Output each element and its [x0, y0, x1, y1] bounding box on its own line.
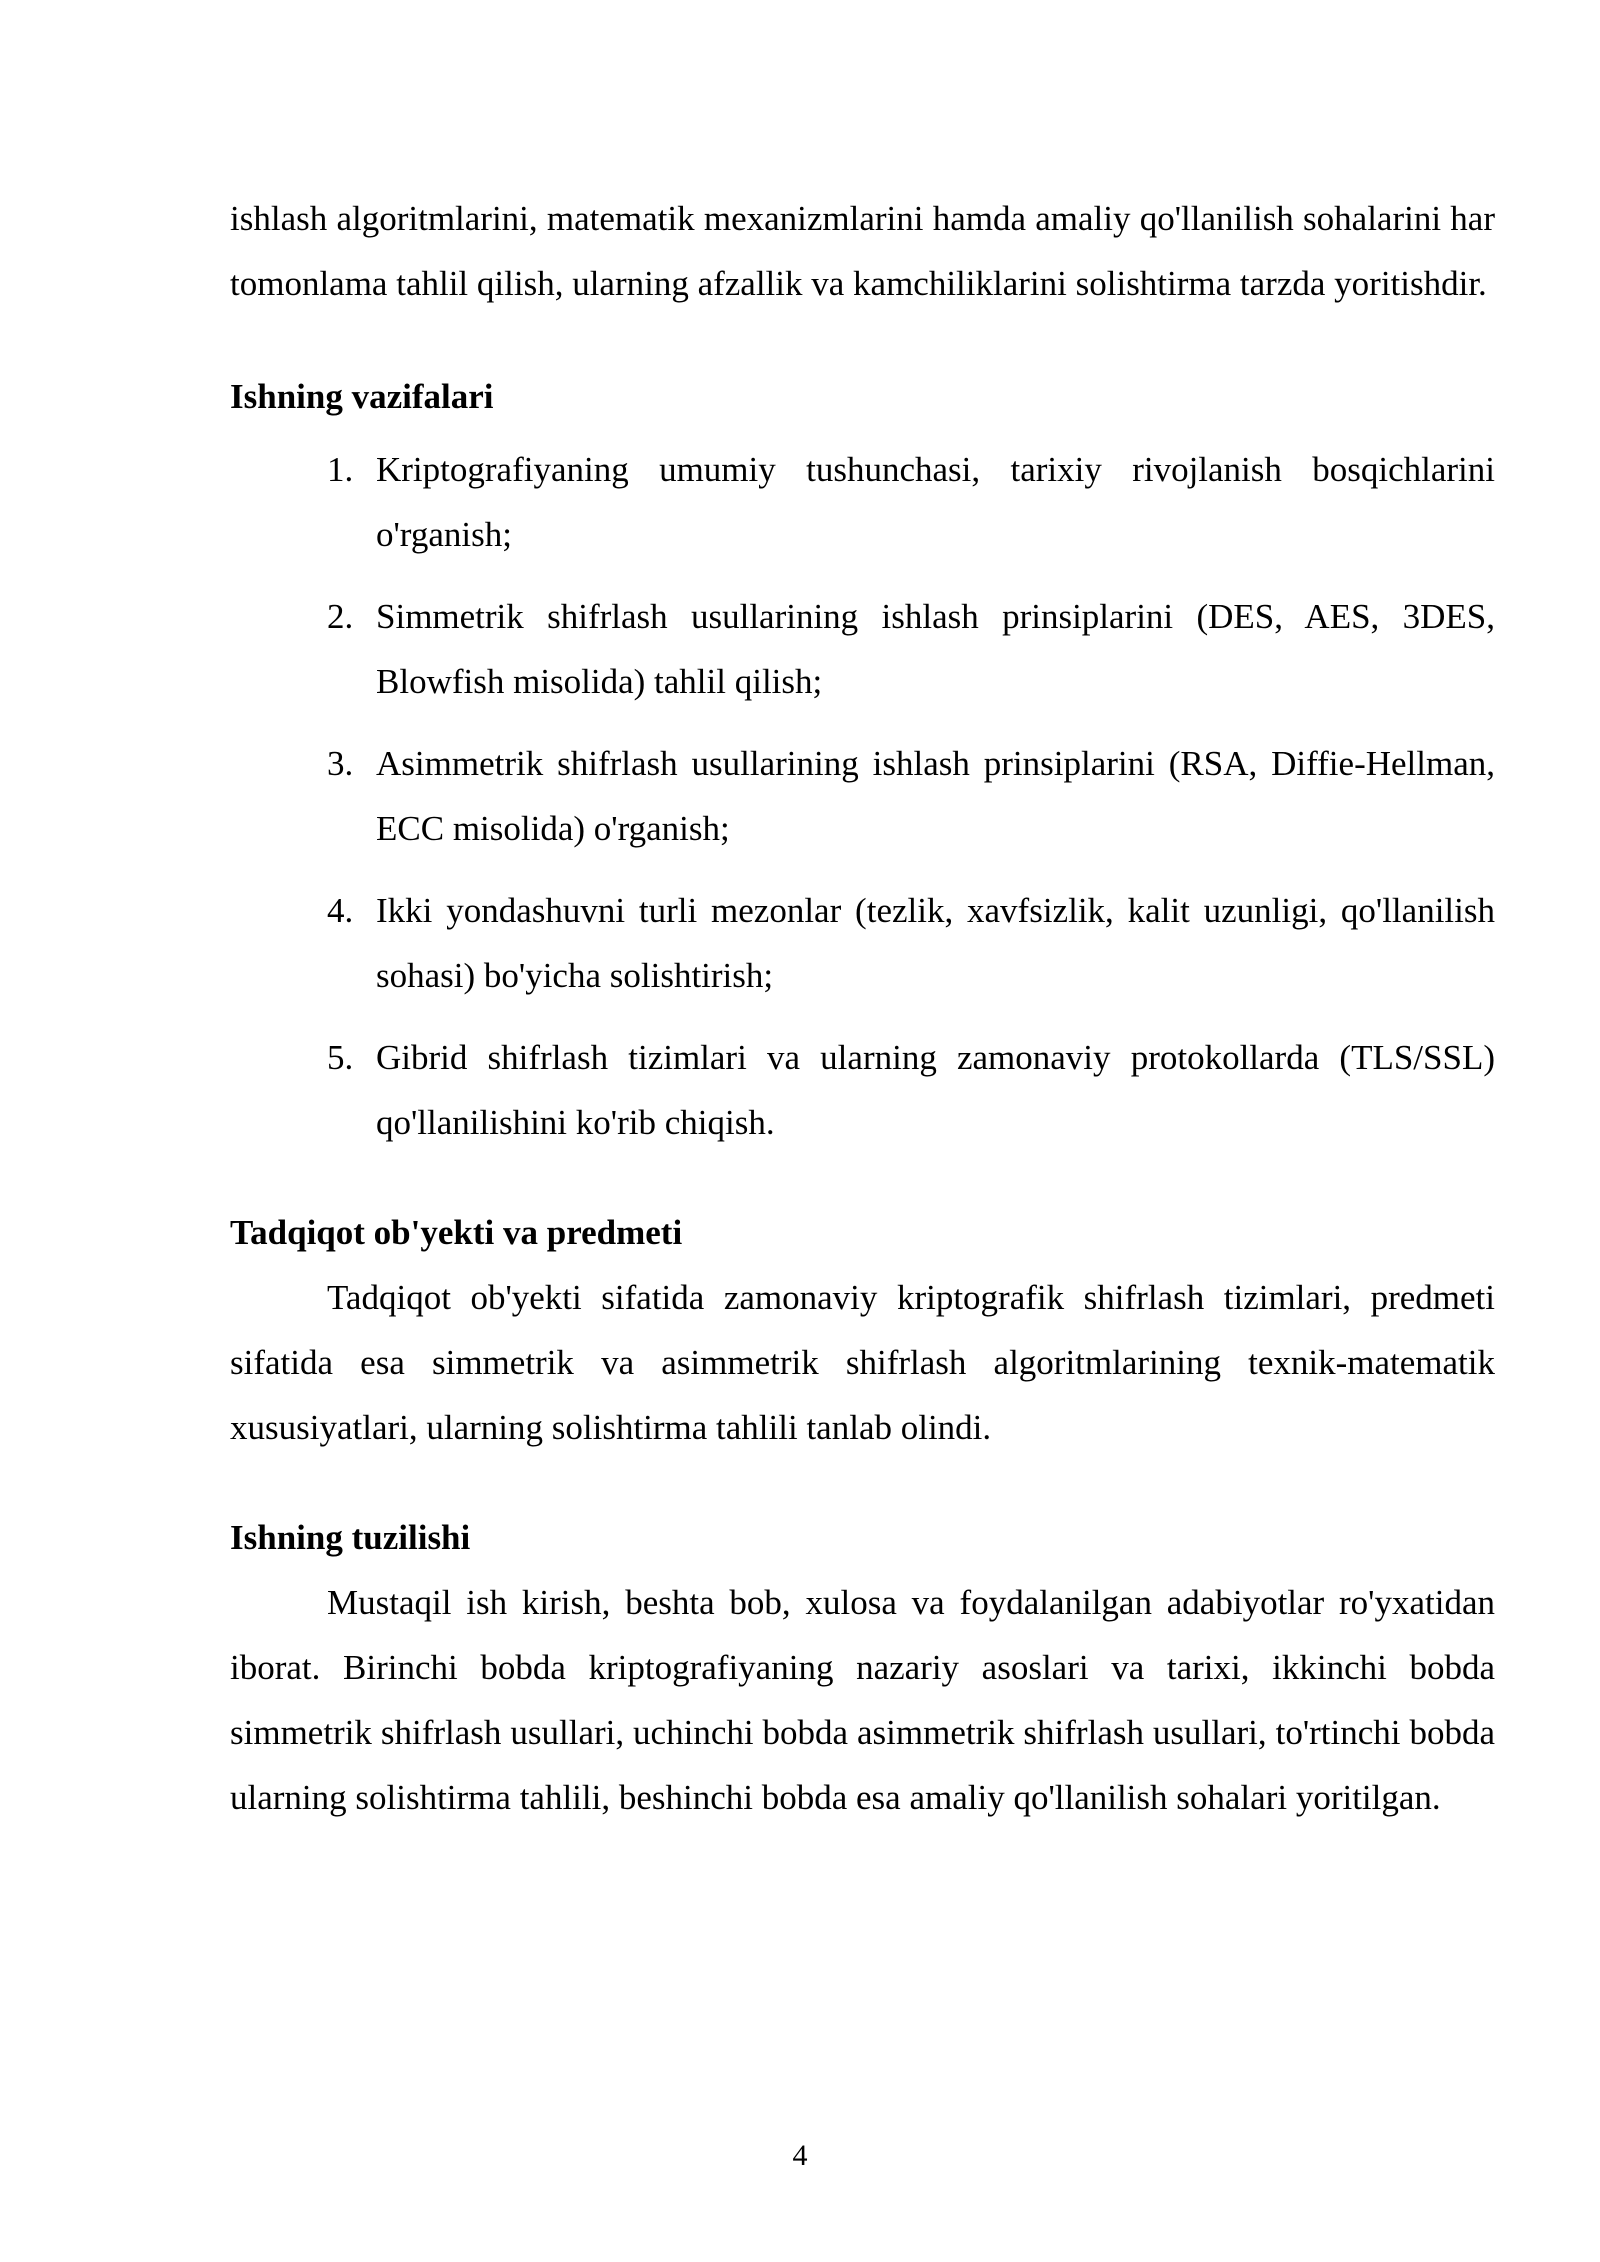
tasks-heading: Ishning vazifalari [230, 377, 494, 416]
list-item-number: 5. [327, 1038, 354, 1077]
list-item [230, 437, 1495, 567]
list-item-number: 4. [327, 891, 354, 930]
tasks-list [230, 437, 1495, 1155]
list-item-text: Asimmetrik shifrlash usullarining ishlash prinsiplarini (RSA, Diffie-Hellman, ECC misolida) o'rganish; [376, 744, 1495, 848]
structure-heading: Ishning tuzilishi [230, 1518, 471, 1557]
list-item-number: 1. [327, 450, 354, 489]
list-item-number: 3. [327, 744, 354, 783]
list-item-number: 2. [327, 597, 354, 636]
list-item-text: Simmetrik shifrlash usullarining ishlash prinsiplarini (DES, AES, 3DES, Blowfish misolida) tahlil qilish; [376, 597, 1495, 701]
intro-paragraph: ishlash algoritmlarini, matematik mexanizmlarini hamda amaliy qo'llanilish sohalarini har tomonlama tahlil qilish, ularning afzallik va kamchiliklarini solishtirma tarzda yoritishdir. [230, 199, 1495, 303]
object-paragraph: Tadqiqot ob'yekti sifatida zamonaviy kriptografik shifrlash tizimlari, predmeti sifatida esa simmetrik va asimmetrik shifrlash algoritmlarining texnik-matematik xususiyatlari, ularning solishtirma tahlili tanlab olindi. [230, 1278, 1495, 1447]
list-item-text: Gibrid shifrlash tizimlari va ularning zamonaviy protokollarda (TLS/SSL) qo'llanilishini ko'rib chiqish. [376, 1038, 1495, 1142]
document-page [230, 186, 1495, 1830]
list-item [230, 1025, 1495, 1155]
list-item-text: Kriptografiyaning umumiy tushunchasi, tarixiy rivojlanish bosqichlarini o'rganish; [376, 450, 1495, 554]
list-item-text: Ikki yondashuvni turli mezonlar (tezlik, xavfsizlik, kalit uzunligi, qo'llanilish sohasi) bo'yicha solishtirish; [376, 891, 1495, 995]
structure-paragraph: Mustaqil ish kirish, beshta bob, xulosa va foydalanilgan adabiyotlar ro'yxatidan iborat. Birinchi bobda kriptografiyaning nazariy asoslari va tarixi, ikkinchi bobda simmetrik shifrlash usullari, uchinchi bobda asimmetrik shifrlash usullari, to'rtinchi bobda ularning solishtirma tahlili, beshinchi bobda esa amaliy qo'llanilish sohalari yoritilgan. [230, 1583, 1495, 1817]
list-item [230, 584, 1495, 714]
list-item [230, 878, 1495, 1008]
page-number: 4 [792, 2139, 808, 2172]
object-heading: Tadqiqot ob'yekti va predmeti [230, 1213, 683, 1252]
list-item [230, 731, 1495, 861]
